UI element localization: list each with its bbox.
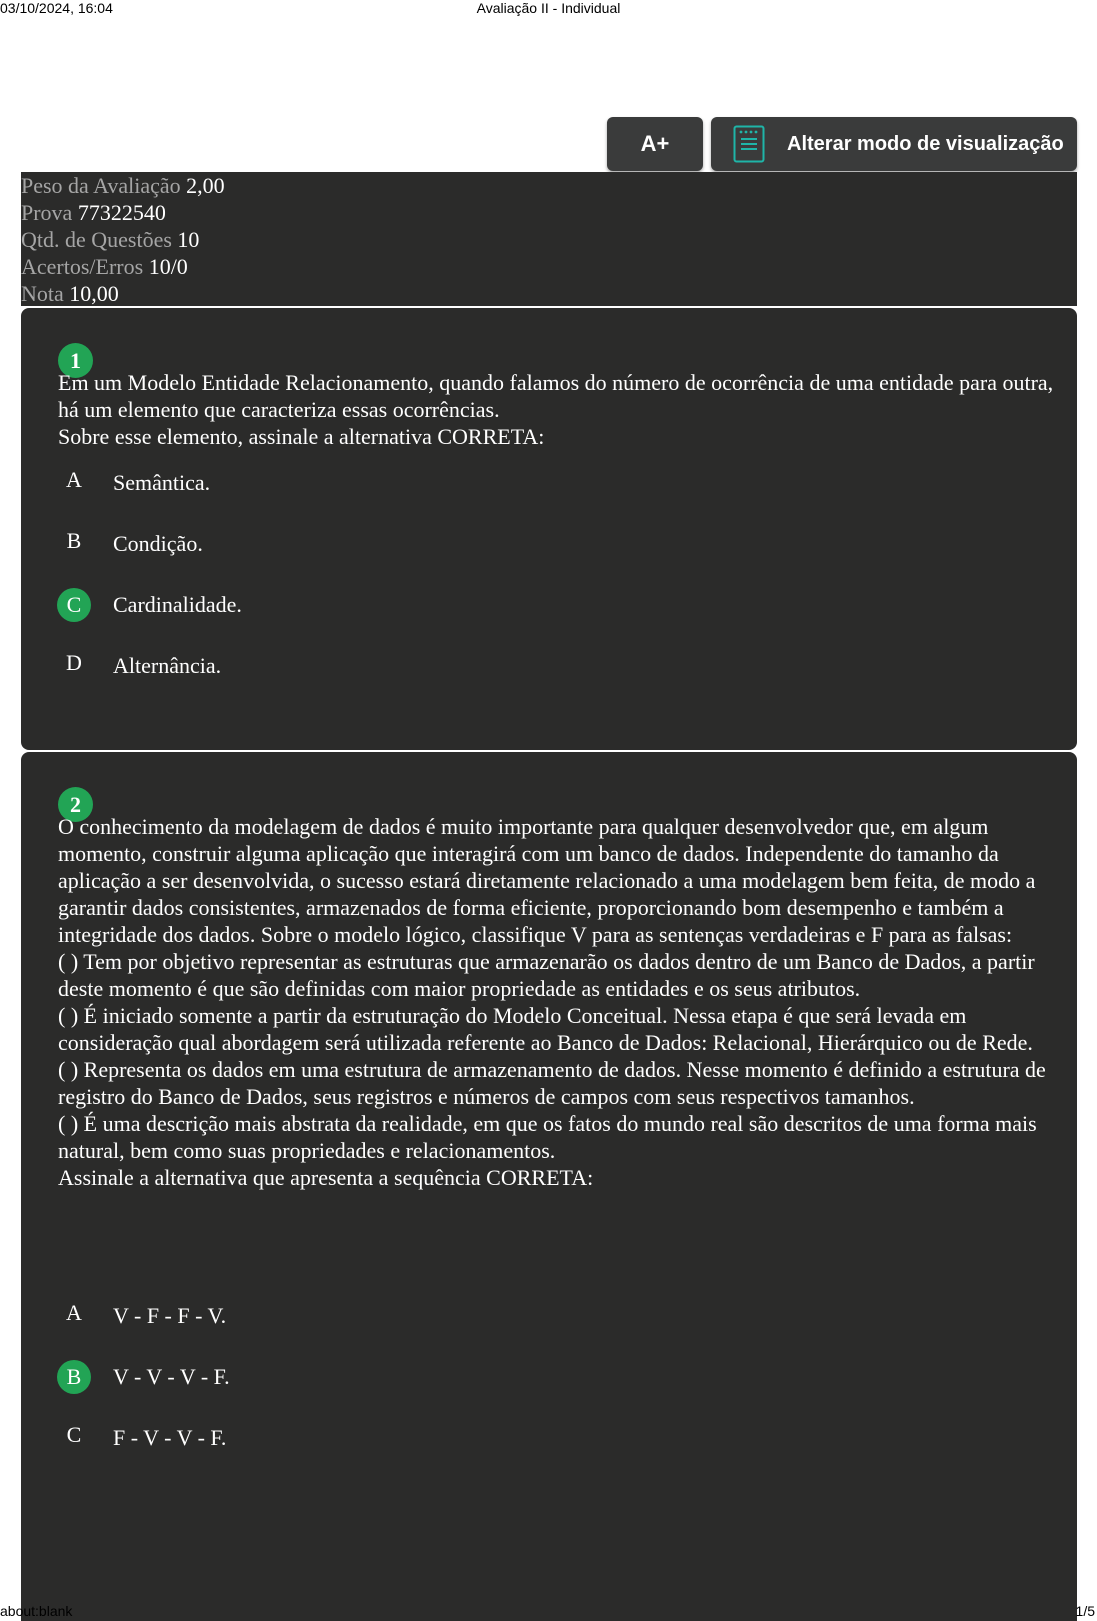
option-letter-correct: B (57, 1360, 91, 1394)
option-letter: C (66, 1422, 82, 1447)
document-icon (733, 125, 765, 163)
assessment-summary (21, 172, 1077, 306)
option-letter: D (66, 650, 82, 675)
print-title: Avaliação II - Individual (476, 0, 621, 16)
summary-row-grade: Nota 10,00 (21, 281, 119, 306)
print-footer (0, 1603, 1097, 1621)
option-text: V - V - V - F. (113, 1364, 230, 1389)
option-text: F - V - V - F. (113, 1425, 227, 1450)
answer-option[interactable] (57, 1421, 226, 1455)
question-text: Em um Modelo Entidade Relacionamento, quando falamos do número de ocorrência de uma entidade para outra, há um elemento que caracteriza essas ocorrências. Sobre esse elemento, assinale a alternativa CORRETA: (58, 370, 1054, 449)
print-header (0, 0, 1097, 18)
option-text: Condição. (113, 531, 203, 556)
print-page-number: 1/5 (1075, 1603, 1095, 1619)
view-mode-label: Alterar modo de visualização (787, 132, 1064, 155)
option-text: Semântica. (113, 470, 211, 495)
option-letter: B (66, 528, 82, 553)
option-text: Alternância. (113, 653, 222, 678)
answer-option[interactable] (57, 649, 221, 683)
question-number-badge: 2 (58, 787, 93, 822)
option-text: Cardinalidade. (113, 592, 242, 617)
print-url: about:blank (0, 1603, 73, 1619)
answer-option-selected[interactable] (57, 1360, 230, 1394)
summary-row-question-count: Qtd. de Questões 10 (21, 227, 200, 252)
question-card (21, 752, 1077, 1621)
option-letter: A (66, 1300, 82, 1325)
option-letter-correct: C (57, 588, 91, 622)
question-number-badge: 1 (58, 343, 93, 378)
print-datetime: 03/10/2024, 16:04 (0, 0, 113, 16)
answer-option[interactable] (57, 527, 203, 561)
summary-row-hits-errors: Acertos/Erros 10/0 (21, 254, 188, 279)
option-letter: A (66, 467, 82, 492)
option-text: V - F - F - V. (113, 1303, 227, 1328)
question-text: O conhecimento da modelagem de dados é muito importante para qualquer desenvolvedor que, em algum momento, construir alguma aplicação que interagirá com um banco de dados. Independente do tamanho da aplicação a ser desenvolvida, o sucesso estará diretamente relacionado a uma modelagem bem feita, de modo a garantir dados consistentes, armazenados de forma eficiente, proporcionando bom desempenho e também a integridade dos dados. Sobre o modelo lógico, classifique V para as sentenças verdadeiras e F para as falsas: ( ) Tem por objetivo representar as estruturas que armazenarão os dados dentro de um Banco de Dados, a partir deste momento é que são definidas com maior propriedade as entidades e os seus atributos. ( ) É iniciado somente a partir da estruturação do Modelo Conceitual. Nessa etapa é que será levada em consideração qual abordagem será utilizada referente ao Banco de Dados: Relacional, Hierárquico ou de Rede. ( ) Representa os dados em uma estrutura de armazenamento de dados. Nesse momento é definido a estrutura de registro do Banco de Dados, seus registros e números de campos com seus respectivos tamanhos. ( ) É uma descrição mais abstrata da realidade, em que os fatos do mundo real são descritos de uma forma mais natural, bem como suas propriedades e relacionamentos. Assinale a alternativa que apresenta a sequência CORRETA: (58, 814, 1046, 1190)
answer-option[interactable] (57, 466, 210, 500)
answer-option-selected[interactable] (57, 588, 242, 622)
question-card (21, 308, 1077, 750)
change-view-mode-button[interactable] (711, 117, 1077, 171)
summary-row-exam: Prova 77322540 (21, 200, 166, 225)
summary-row-weight: Peso da Avaliação 2,00 (21, 173, 225, 198)
answer-option[interactable] (57, 1299, 226, 1333)
increase-font-button[interactable]: A+ (607, 117, 703, 171)
